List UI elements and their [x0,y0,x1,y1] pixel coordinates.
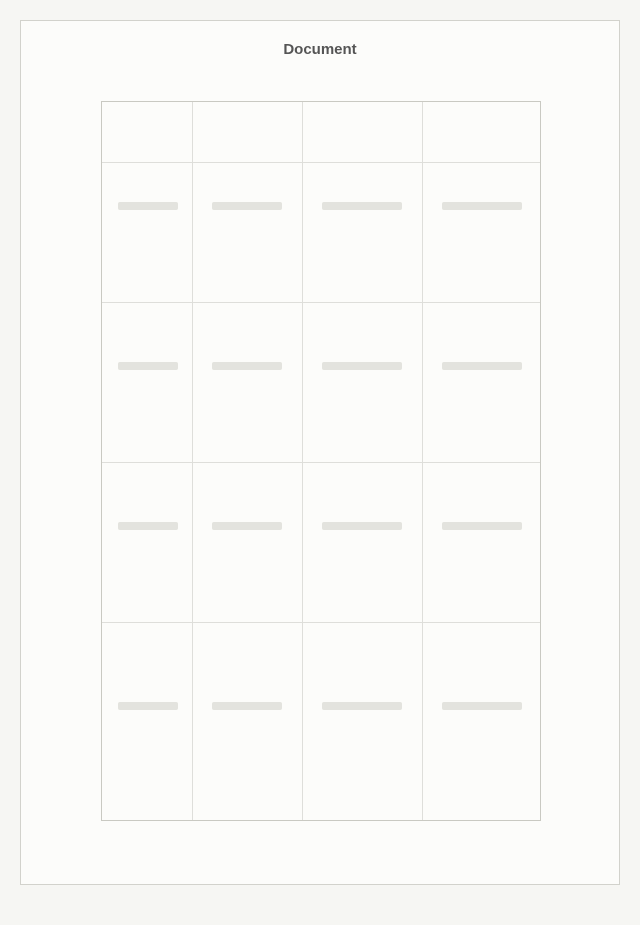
text-placeholder [442,702,522,710]
text-placeholder [212,522,282,530]
row-divider [102,462,540,463]
text-placeholder [118,702,178,710]
column-divider [192,102,193,820]
text-placeholder [442,202,522,210]
text-placeholder [212,202,282,210]
text-placeholder [118,522,178,530]
text-placeholder [322,202,402,210]
text-placeholder [442,522,522,530]
column-divider [422,102,423,820]
text-placeholder [442,362,522,370]
text-placeholder [118,362,178,370]
row-divider [102,302,540,303]
table-area [101,101,541,821]
text-placeholder [322,362,402,370]
text-placeholder [322,522,402,530]
page-sheet [20,20,620,885]
page-heading: Document [283,41,357,58]
row-divider [102,162,540,163]
text-placeholder [322,702,402,710]
column-divider [302,102,303,820]
text-placeholder [118,202,178,210]
text-placeholder [212,702,282,710]
row-divider [102,622,540,623]
text-placeholder [212,362,282,370]
